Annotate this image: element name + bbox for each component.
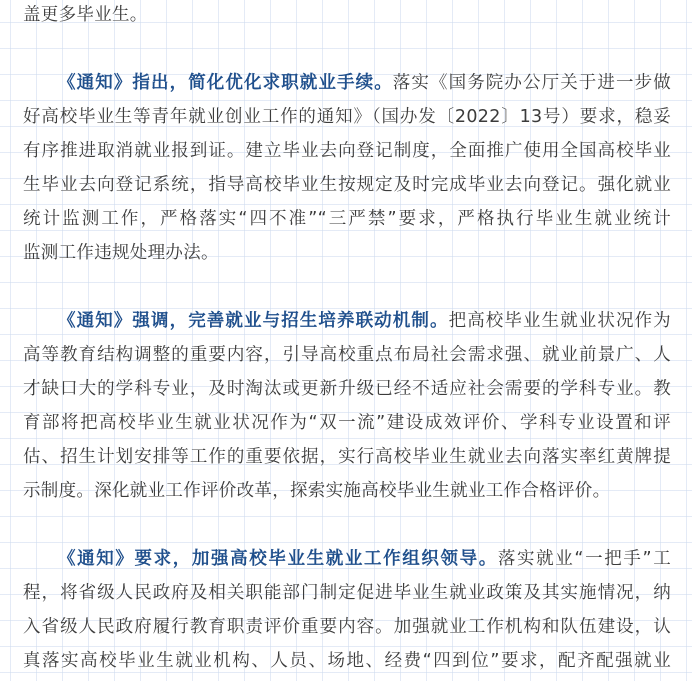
- paragraph-line: 高等教育结构调整的重要内容，引导高校重点布局社会需求强、就业前景广、人: [23, 345, 671, 365]
- paragraph-line: 好高校毕业生等青年就业创业工作的通知》（国办发〔2022〕13号）要求，稳妥: [23, 107, 671, 127]
- paragraph-line: 统计监测工作，严格落实“四不准”“三严禁”要求，严格执行毕业生就业统计: [23, 209, 671, 229]
- paragraph-line: 生毕业去向登记系统，指导高校毕业生按规定及时完成毕业去向登记。强化就业: [23, 175, 671, 195]
- paragraph-line: 才缺口大的学科专业，及时淘汰或更新升级已经不适应社会需要的学科专业。教: [23, 379, 671, 399]
- paragraph-line: 程，将省级人民政府及相关职能部门制定促进毕业生就业政策及其实施情况，纳: [23, 583, 671, 603]
- paragraph-line: 《通知》要求，加强高校毕业生就业工作组织领导。落实就业“一把手”工: [58, 549, 671, 569]
- paragraph-line: 盖更多毕业生。: [23, 5, 148, 25]
- paragraph-line: 入省级人民政府履行教育职责评价重要内容。加强就业工作机构和队伍建设，认: [23, 617, 671, 637]
- paragraph-line: 《通知》指出，简化优化求职就业手续。落实《国务院办公厅关于进一步做: [58, 73, 671, 93]
- paragraph-line: 有序推进取消就业报到证。建立毕业去向登记制度，全面推广使用全国高校毕业: [23, 141, 671, 161]
- paragraph-2: [23, 304, 671, 508]
- paragraph-line: 估、招生计划安排等工作的重要依据，实行高校毕业生就业去向落实率红黄牌提: [23, 447, 671, 467]
- paragraph-lead: 《通知》指出，简化优化求职就业手续。: [58, 73, 393, 93]
- paragraph-line: 示制度。深化就业工作评价改革，探索实施高校毕业生就业工作合格评价。: [23, 481, 611, 501]
- paragraph-lead: 《通知》强调，完善就业与招生培养联动机制。: [58, 311, 449, 331]
- paragraph-3: [23, 542, 671, 678]
- paragraph-line: 《通知》强调，完善就业与招生培养联动机制。把高校毕业生就业状况作为: [58, 311, 671, 331]
- paragraph-line: 育部将把高校毕业生就业状况作为“双一流”建设成效评价、学科专业设置和评: [23, 413, 671, 433]
- paragraph-line: 真落实高校毕业生就业机构、人员、场地、经费“四到位”要求，配齐配强就业: [23, 651, 671, 671]
- article-body: [23, 0, 671, 678]
- paragraph-lead: 《通知》要求，加强高校毕业生就业工作组织领导。: [58, 549, 498, 569]
- paragraph-1: [23, 66, 671, 270]
- paragraph-line: 监测工作违规处理办法。: [23, 243, 219, 263]
